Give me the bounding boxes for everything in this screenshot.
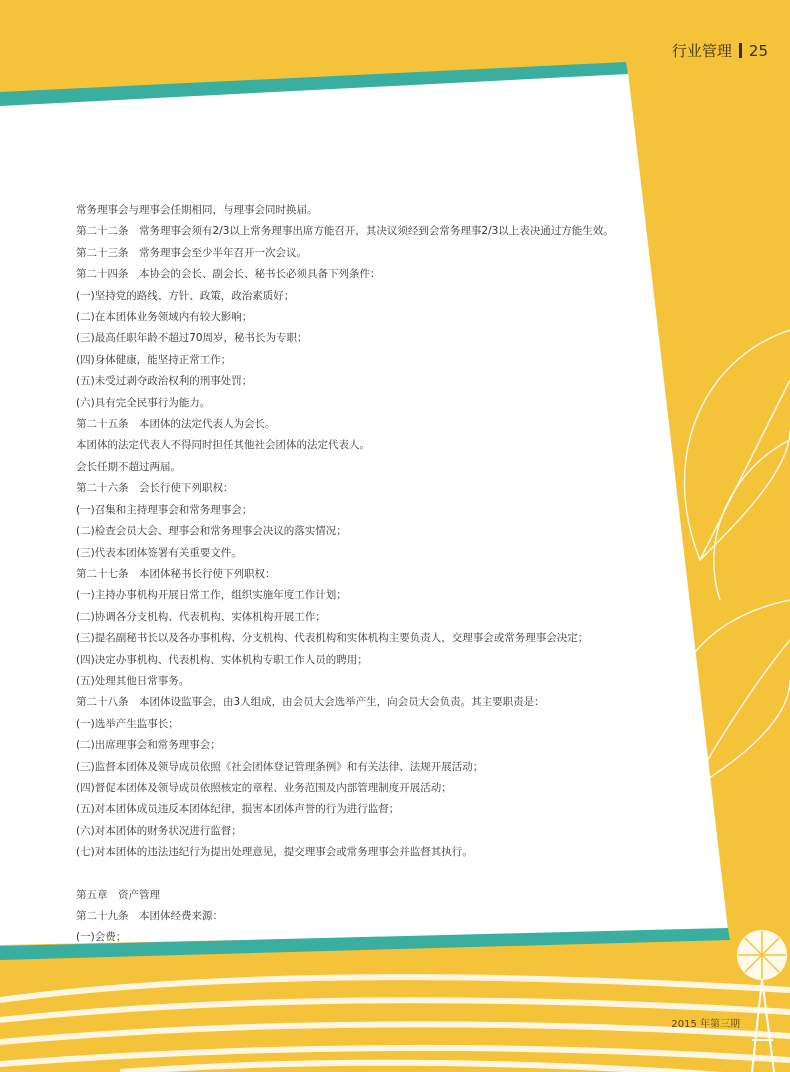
text-line: (一)选举产生监事长； <box>76 717 179 730</box>
text-line: 第二十四条 本协会的会长、副会长、秘书长必须具备下列条件： <box>76 268 381 281</box>
text-line: (三)监督本团体及领导成员依照《社会团体登记管理条例》和有关法律、法规开展活动； <box>76 760 484 773</box>
text-line: 第二十五条 本团体的法定代表人为会长。 <box>76 418 276 431</box>
text-line: (七)对本团体的违法违纪行为提出处理意见，提交理事会或常务理事会并监督其执行。 <box>76 846 473 859</box>
text-line: 第五章 资产管理 <box>76 888 160 901</box>
text-line: (二)协调各分支机构、代表机构、实体机构开展工作； <box>76 610 326 623</box>
paragraph-gap <box>76 864 696 885</box>
text-line: (二)在本团体业务领域内有较大影响； <box>76 311 253 324</box>
text-line: 会长任期不超过两届。 <box>76 460 181 473</box>
text-line: (三)代表本团体签署有关重要文件。 <box>76 546 242 559</box>
section-title: 行业管理 <box>671 42 732 60</box>
text-line: 第二十八条 本团体设监事会，由3人组成，由会员大会选举产生，向会员大会负责。其主要职责是： <box>76 696 545 709</box>
text-line: 第二十七条 本团体秘书长行使下列职权： <box>76 567 276 580</box>
article-block-2 <box>76 885 696 949</box>
text-line: 常务理事会与理事会任期相同，与理事会同时换届。 <box>76 204 318 216</box>
text-line: (三)最高任职年龄不超过70周岁，秘书长为专职； <box>76 332 308 345</box>
page-number: 25 <box>748 41 768 60</box>
text-line: (三)提名副秘书长以及各办事机构、分支机构、代表机构和实体机构主要负责人，交理事会或常务理事会决定； <box>76 632 589 645</box>
text-line: (五)对本团体成员违反本团体纪律，损害本团体声誉的行为进行监督； <box>76 803 400 816</box>
text-line: (六)具有完全民事行为能力。 <box>76 396 211 409</box>
text-line: 第二十二条 常务理事会须有2/3以上常务理事出席方能召开，其决议须经到会常务理事2/3以上表决通过方能生效。 <box>76 225 614 238</box>
text-line: (一)坚持党的路线、方针、政策，政治素质好； <box>76 289 295 302</box>
text-line: (一)会费； <box>76 931 127 944</box>
article-block-1 <box>76 200 696 864</box>
text-line: (一)召集和主持理事会和常务理事会； <box>76 503 253 516</box>
text-line: (一)主持办事机构开展日常工作，组织实施年度工作计划； <box>76 589 347 602</box>
text-line: (四)督促本团体及领导成员依照核定的章程、业务范围及内部管理制度开展活动； <box>76 781 452 794</box>
text-line: (六)对本团体的财务状况进行监督； <box>76 824 242 837</box>
text-line: (二)出席理事会和常务理事会； <box>76 739 221 752</box>
page-header <box>672 40 768 61</box>
header-separator <box>739 43 742 58</box>
text-line: (四)身体健康，能坚持正常工作； <box>76 353 232 366</box>
text-line: (四)决定办事机构、代表机构、实体机构专职工作人员的聘用； <box>76 653 368 666</box>
text-line: 本团体的法定代表人不得同时担任其他社会团体的法定代表人。 <box>76 439 370 452</box>
text-line: 第二十九条 本团体经费来源： <box>76 910 223 922</box>
text-line: 第二十三条 常务理事会至少半年召开一次会议。 <box>76 246 307 259</box>
text-line: (二)检查会员大会、理事会和常务理事会决议的落实情况； <box>76 525 347 538</box>
text-line: (五)处理其他日常事务。 <box>76 674 190 687</box>
article-body <box>76 200 696 949</box>
text-line: (五)未受过剥夺政治权利的刑事处罚； <box>76 375 253 388</box>
text-line: 第二十六条 会长行使下列职权： <box>76 482 234 495</box>
issue-label: 2015 年第三期 <box>671 1019 740 1030</box>
